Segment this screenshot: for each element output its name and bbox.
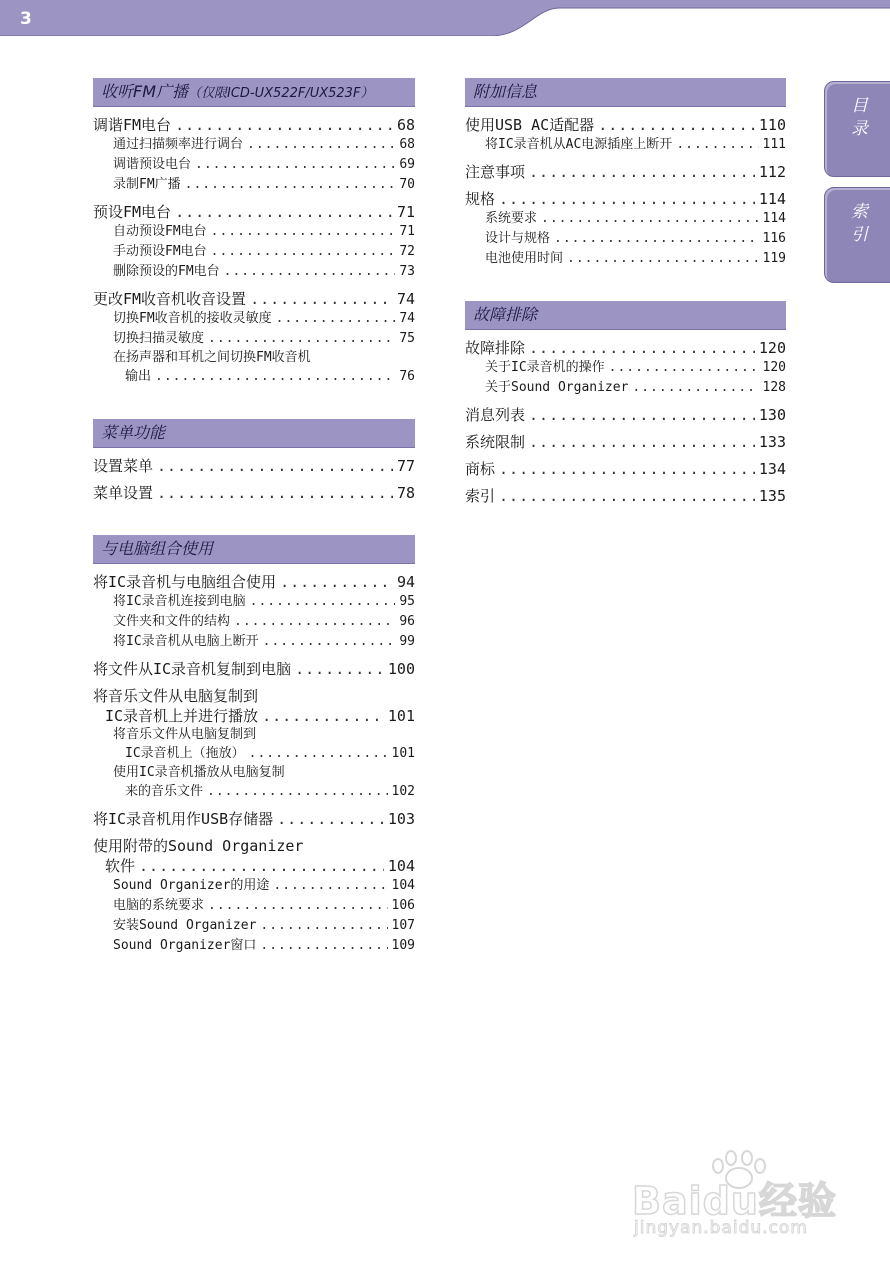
toc-group [93,115,415,195]
leader-dots [157,483,393,503]
page-number-ref: 72 [399,244,415,259]
leader-dots [598,115,755,135]
section-title-note: （仅限ICD-UX522F/UX523F） [188,86,374,101]
entry-title: 将IC录音机从AC电源插座上断开 [485,137,673,152]
page-number-ref: 135 [758,487,786,505]
toc-subentry[interactable] [93,612,415,632]
page-number-ref: 74 [399,311,415,326]
leader-dots [207,782,388,802]
page-number-ref: 95 [399,594,415,609]
toc-entry[interactable] [465,432,786,452]
entry-title: 注意事项 [465,163,526,181]
entry-title: 调谐预设电台 [113,157,192,172]
page-number-ref: 73 [399,264,415,279]
toc-subentry-line[interactable]: 使用IC录音机播放从电脑复制 [113,765,285,780]
toc-section [465,301,786,506]
top-bar [0,0,890,36]
leader-dots [632,378,758,398]
leader-dots [155,367,395,387]
toc-entry[interactable] [93,289,415,309]
entry-title: 将IC录音机连接到电脑 [113,594,246,609]
toc-entry[interactable] [93,659,415,679]
watermark-brand: Baidu经验 [632,1179,837,1223]
page-number-ref: 68 [399,137,415,152]
page-number-ref: 114 [762,211,786,226]
leader-dots [185,175,396,195]
page-number-ref: 102 [391,784,415,799]
toc-subentry[interactable] [465,209,786,229]
section-title: 菜单功能 [101,423,166,442]
page-number-ref: 68 [396,116,415,134]
top-bar-shape [0,0,890,36]
watermark-url: jingyan.baidu.com [634,1218,808,1238]
toc-group [465,115,786,155]
entry-title: IC录音机上并进行播放 [105,707,259,725]
leader-dots [175,202,393,222]
toc-entry-line[interactable]: 使用附带的Sound Organizer [93,837,304,855]
leader-dots [277,809,384,829]
entry-title: 删除预设的FM电台 [113,264,220,279]
leader-dots [499,189,755,209]
page-number-ref: 103 [387,810,415,828]
page-number-ref: 134 [758,460,786,478]
toc-entry[interactable] [465,405,786,425]
toc-subentry[interactable] [93,632,415,652]
page-number-ref: 109 [391,938,415,953]
entry-title: 更改FM收音机收音设置 [93,290,247,308]
toc-group [93,289,415,387]
entry-title: 切换扫描灵敏度 [113,331,205,346]
toc-group [465,459,786,479]
leader-dots [208,896,388,916]
toc-group [93,836,415,956]
leader-dots [262,706,384,726]
leader-dots [499,486,755,506]
leader-dots [224,262,396,282]
toc-subentry[interactable] [93,155,415,175]
page-number-ref: 101 [391,746,415,761]
toc-entry[interactable] [93,483,415,503]
section-title: 收听FM广播 [101,82,189,101]
entry-title: Sound Organizer的用途 [113,878,270,893]
toc-subentry[interactable] [465,358,786,378]
toc-subentry[interactable] [93,242,415,262]
page-number-ref: 71 [399,224,415,239]
section-title: 故障排除 [473,305,538,324]
tab-index-label: 索引 [847,202,867,248]
entry-title: 手动预设FM电台 [113,244,207,259]
toc-entry[interactable] [465,189,786,209]
toc-subentry[interactable] [93,222,415,242]
tab-index[interactable] [824,187,890,283]
entry-title: 电池使用时间 [485,251,564,266]
toc-left-column [93,78,415,988]
entry-title: Sound Organizer窗口 [113,938,257,953]
leader-dots [676,135,758,155]
entry-title: 关于IC录音机的操作 [485,360,605,375]
toc-group [93,456,415,476]
toc-entry[interactable] [93,115,415,135]
page-number-ref: 114 [758,190,786,208]
page-number-ref: 106 [391,898,415,913]
leader-dots [276,309,396,329]
entry-title: 关于Sound Organizer [485,380,629,395]
page-number-ref: 74 [396,290,415,308]
baidu-watermark [632,1150,842,1250]
tab-contents-label: 目录 [847,96,867,142]
toc-group [465,405,786,425]
toc-entry[interactable] [465,115,786,135]
toc-section [93,419,415,503]
leader-dots [263,632,396,652]
leader-dots [280,572,393,592]
toc-right-column [465,78,786,538]
toc-group [93,809,415,829]
toc-subentry[interactable] [93,329,415,349]
leader-dots [529,162,755,182]
entry-title: 来的音乐文件 [125,784,204,799]
page-number-ref: 75 [399,331,415,346]
page-number-ref: 104 [391,878,415,893]
leader-dots [250,592,396,612]
leader-dots [208,329,395,349]
toc-subentry[interactable] [93,262,415,282]
entry-title: 将IC录音机从电脑上断开 [113,634,259,649]
toc-subentry[interactable] [93,592,415,612]
toc-subentry[interactable] [93,309,415,329]
page-number-ref: 120 [758,339,786,357]
entry-title: 菜单设置 [93,484,154,502]
page-number-ref: 96 [399,614,415,629]
leader-dots [249,744,388,764]
leader-dots [139,856,384,876]
toc-section [93,78,415,387]
leader-dots [195,155,395,175]
page-number-ref: 99 [399,634,415,649]
page-number-ref: 70 [399,177,415,192]
toc-subentry[interactable] [93,876,415,896]
leader-dots [247,135,395,155]
entry-title: 调谐FM电台 [93,116,172,134]
toc-group [465,189,786,269]
toc-group [93,659,415,679]
toc-subentry[interactable] [93,782,415,802]
entry-title: 规格 [465,190,496,208]
toc-entry[interactable] [93,456,415,476]
entry-title: 自动预设FM电台 [113,224,207,239]
page-number-ref: 110 [758,116,786,134]
entry-title: 软件 [105,857,136,875]
leader-dots [567,249,759,269]
toc-entry[interactable] [93,572,415,592]
leader-dots [609,358,759,378]
entry-title: 将IC录音机与电脑组合使用 [93,573,277,591]
leader-dots [529,338,755,358]
leader-dots [234,612,395,632]
page-number-ref: 94 [396,573,415,591]
toc-entry-line[interactable]: 将音乐文件从电脑复制到 [93,687,259,705]
page-number-ref: 69 [399,157,415,172]
page-number: 3 [20,9,32,29]
toc-subentry-line[interactable]: 将音乐文件从电脑复制到 [113,727,257,742]
page-number-ref: 77 [396,457,415,475]
page-number-ref: 107 [391,918,415,933]
toc-entry[interactable] [465,459,786,479]
leader-dots [554,229,759,249]
page-number-ref: 120 [762,360,786,375]
toc-subentry[interactable] [465,249,786,269]
entry-title: 系统限制 [465,433,526,451]
page-number-ref: 128 [762,380,786,395]
entry-title: 切换FM收音机的接收灵敏度 [113,311,272,326]
toc-subentry[interactable] [465,229,786,249]
entry-title: 索引 [465,487,496,505]
entry-title: 通过扫描频率进行调台 [113,137,244,152]
entry-title: 系统要求 [485,211,538,226]
toc-entry[interactable] [93,856,415,876]
toc-group [93,572,415,652]
toc-subentry[interactable] [93,135,415,155]
toc-group [93,202,415,282]
leader-dots [260,916,387,936]
page-number-ref: 119 [762,251,786,266]
entry-title: 输出 [125,369,152,384]
page-number-ref: 76 [399,369,415,384]
toc-entry[interactable] [93,202,415,222]
entry-title: 文件夹和文件的结构 [113,614,231,629]
toc-subentry[interactable] [93,175,415,195]
toc-entry[interactable] [93,809,415,829]
leader-dots [250,289,393,309]
leader-dots [541,209,759,229]
leader-dots [211,242,396,262]
toc-group [93,483,415,503]
toc-subentry[interactable] [465,378,786,398]
toc-subentry[interactable] [93,367,415,387]
entry-title: 使用USB AC适配器 [465,116,595,134]
toc-subentry[interactable] [93,896,415,916]
toc-group [465,432,786,452]
entry-title: 将文件从IC录音机复制到电脑 [93,660,292,678]
leader-dots [211,222,396,242]
leader-dots [529,432,755,452]
page-number-ref: 111 [762,137,786,152]
toc-section [93,535,415,956]
toc-group [93,686,415,802]
tab-contents[interactable] [824,81,890,177]
leader-dots [499,459,755,479]
toc-entry[interactable] [93,706,415,726]
entry-title: 消息列表 [465,406,526,424]
section-header[interactable] [465,301,786,330]
entry-title: IC录音机上（拖放） [125,746,245,761]
toc-group [465,162,786,182]
toc-subentry[interactable] [465,135,786,155]
page-number-ref: 100 [387,660,415,678]
leader-dots [157,456,393,476]
entry-title: 商标 [465,460,496,478]
toc-subentry[interactable] [93,916,415,936]
entry-title: 安装Sound Organizer [113,918,257,933]
entry-title: 设置菜单 [93,457,154,475]
entry-title: 故障排除 [465,339,526,357]
leader-dots [273,876,387,896]
section-header[interactable] [93,419,415,448]
toc-subentry-line[interactable]: 在扬声器和耳机之间切换FM收音机 [113,350,311,365]
toc-section [465,78,786,269]
page-number-ref: 78 [396,484,415,502]
leader-dots [295,659,384,679]
page-number-ref: 116 [762,231,786,246]
section-header[interactable] [465,78,786,107]
toc-entry[interactable] [465,338,786,358]
leader-dots [175,115,393,135]
toc-entry[interactable] [465,486,786,506]
entry-title: 将IC录音机用作USB存储器 [93,810,274,828]
toc-subentry[interactable] [93,936,415,956]
page-number-ref: 112 [758,163,786,181]
page-number-ref: 104 [387,857,415,875]
section-header[interactable] [93,78,415,107]
leader-dots [529,405,755,425]
section-title: 与电脑组合使用 [101,539,214,558]
section-title: 附加信息 [473,82,538,101]
entry-title: 电脑的系统要求 [113,898,205,913]
page-number-ref: 130 [758,406,786,424]
page-number-ref: 133 [758,433,786,451]
page-number-ref: 101 [387,707,415,725]
toc-group [465,338,786,398]
leader-dots [260,936,387,956]
toc-subentry[interactable] [93,744,415,764]
entry-title: 设计与规格 [485,231,551,246]
toc-group [465,486,786,506]
page-number-ref: 71 [396,203,415,221]
entry-title: 录制FM广播 [113,177,181,192]
toc-entry[interactable] [465,162,786,182]
section-header[interactable] [93,535,415,564]
entry-title: 预设FM电台 [93,203,172,221]
